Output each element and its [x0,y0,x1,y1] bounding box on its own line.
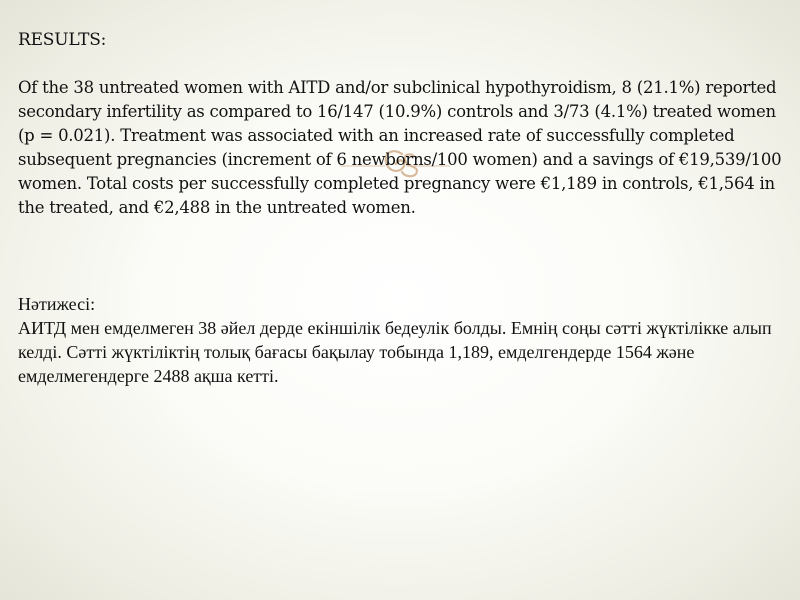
results-heading: RESULTS: [18,30,107,50]
kazakh-section [18,292,788,388]
slide-content [18,28,788,388]
english-section [18,28,788,220]
kazakh-paragraph: АИТД мен емделмеген 38 әйел дерде екіншілік бедеулік болды. Емнің соңы сәтті жүктілікке алып келді. Сәтті жүктіліктің толық бағасы бақылау тобында 1,189, емделгендерде 1564 және емделмегендерге 2488 ақша кетті. [18,318,772,386]
kazakh-heading: Нәтижесі: [18,294,96,314]
results-paragraph: Of the 38 untreated women with AITD and/or subclinical hypothyroidism, 8 (21.1%) reported secondary infertility as compared to 16/147 (10.9%) controls and 3/73 (4.1%) treated women (p = 0.021). Treatment was associated with an increased rate of successfully completed subsequent pregnancies (increment of 6 newborns/100 women) and a savings of €19,539/100 women. Total costs per successfully completed pregnancy were €1,189 in controls, €1,564 in the treated, and €2,488 in the untreated women. [18,78,782,217]
